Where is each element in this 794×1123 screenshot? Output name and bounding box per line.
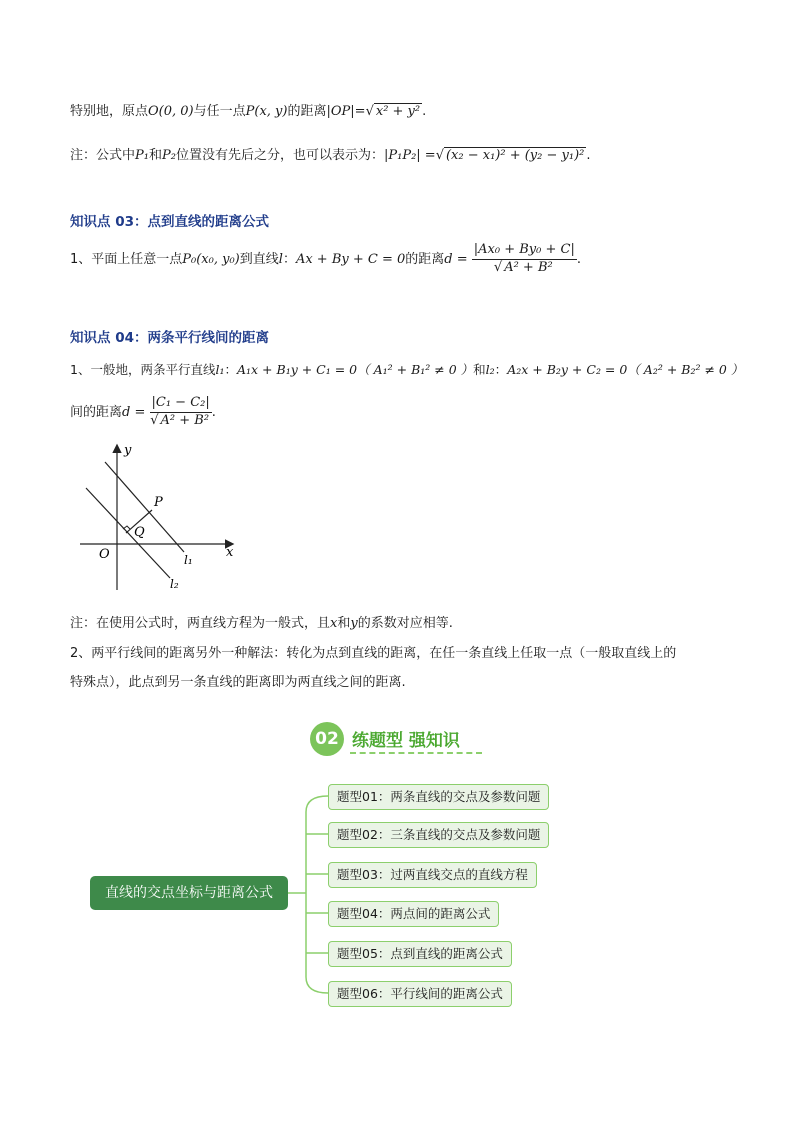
text-segment: 位置没有先后之分，也可以表示为： [175, 148, 384, 163]
math-l2: l₂ [485, 362, 495, 377]
label-l2: l₂ [170, 577, 179, 591]
math-eq1: A₁x + B₁y + C₁ = 0 [237, 362, 358, 377]
alternative-method-line1: 2、两平行线间的距离另外一种解法：转化为点到直线的距离，在任一条直线上任取一点（一般取直线上的 [70, 646, 677, 661]
parallel-lines-text [70, 360, 743, 378]
fraction-denominator: A² + B² [504, 259, 553, 275]
text-segment: 到直线 [239, 251, 279, 267]
text-segment: 特别地，原点 [70, 104, 149, 119]
math-x: x [330, 616, 338, 631]
text-segment: ： [494, 362, 508, 377]
mindmap-topic-01: 题型01：两条直线的交点及参数问题 [328, 784, 549, 810]
section-underline [350, 752, 482, 754]
math-p2: P₂ [162, 148, 176, 163]
math-formula-lhs: |P₁P₂| = [383, 148, 436, 163]
section-title: 练题型 强知识 [352, 731, 460, 751]
text-segment: 的距离 [405, 251, 445, 267]
math-origin: O(0, 0) [148, 104, 194, 119]
section-number-badge: 02 [310, 722, 344, 756]
parallel-lines-figure [72, 440, 252, 600]
math-radicand: x² + y² [375, 104, 421, 119]
point-line-distance-text [70, 243, 581, 276]
text-segment: 注：公式中 [70, 148, 136, 163]
math-y: y [350, 616, 358, 631]
math-equation: Ax + By + C = 0 [295, 251, 406, 267]
text-segment: 的距离 [287, 104, 327, 119]
label-p: P [154, 495, 163, 510]
math-l1: l₁ [215, 362, 225, 377]
text-segment: . [586, 148, 591, 163]
note-general-form-text [70, 612, 453, 631]
text-segment: ： [224, 362, 237, 377]
fraction-numerator: |C₁ − C₂| [150, 396, 212, 413]
mindmap-topic-04: 题型04：两点间的距离公式 [328, 901, 499, 927]
text-segment: 注：在使用公式时，两直线方程为一般式，且 [70, 616, 331, 631]
math-point: P(x, y) [245, 104, 288, 119]
math-eq2: A₂x + B₂y + C₂ = 0 [507, 362, 628, 377]
label-y: y [124, 443, 132, 458]
mindmap-topic-05: 题型05：点到直线的距离公式 [328, 941, 512, 967]
math-d-eq: d = [444, 251, 468, 267]
label-o: O [99, 547, 110, 562]
connector-trunk [306, 796, 328, 993]
math-p1: P₁ [135, 148, 149, 163]
text-segment: . [211, 404, 216, 420]
text-segment: 的系数对应相等. [357, 616, 453, 631]
math-radicand: (x₂ − x₁)² + (y₂ − y₁)² [445, 148, 585, 163]
alternative-method-line2: 特殊点），此点到另一条直线的距离即为两直线之间的距离. [70, 675, 406, 690]
math-d-eq: d = [122, 404, 146, 420]
heading-knowledge-04: 知识点 04：两条平行线间的距离 [70, 330, 269, 346]
parallel-distance-formula [70, 396, 216, 429]
text-segment: . [422, 104, 427, 119]
parallel-distance-fraction: $\frac{\text{|C₁ − C₂|}}{\text{√ A² + B²}}$ [150, 395, 210, 428]
origin-distance-text: 特别地，原点O(0, 0)与任一点P(x, y)的距离|OP|=√ x² + y² . [70, 104, 427, 119]
heading-knowledge-03: 知识点 03：点到直线的距离公式 [70, 214, 269, 230]
math-point: P₀(x₀, y₀) [182, 251, 240, 267]
text-segment: 与任一点 [193, 104, 246, 119]
mindmap-topic-03: 题型03：过两直线交点的直线方程 [328, 862, 537, 888]
math-cond2: （ A₂² + B₂² ≠ 0 ） [627, 362, 744, 377]
mindmap-topic-02: 题型02：三条直线的交点及参数问题 [328, 822, 549, 848]
fraction-denominator: A² + B² [160, 412, 210, 428]
mindmap-topic-06: 题型06：平行线间的距离公式 [328, 981, 512, 1007]
text-segment: . [576, 251, 581, 267]
label-q: Q [134, 525, 145, 540]
math-formula-lhs: |OP|= [326, 104, 366, 119]
text-segment: 和 [473, 362, 486, 377]
note-order-text: 注：公式中P₁和P₂位置没有先后之分，也可以表示为：|P₁P₂| =√ (x₂ − x₁)² + (y₂ − y₁)² . [70, 148, 591, 163]
mindmap-root: 直线的交点坐标与距离公式 [90, 876, 288, 910]
fraction-numerator: |Ax₀ + By₀ + C| [472, 243, 577, 260]
distance-fraction: $\frac{\text{|Ax₀ + By₀ + C|}}{\text{√ A² + B²}}$ [473, 242, 575, 275]
math-cond1: （ A₁² + B₁² ≠ 0 ） [357, 362, 474, 377]
text-segment: 和 [337, 616, 351, 631]
math-line: l [278, 251, 283, 267]
label-x: x [226, 545, 234, 560]
text-segment: 1、一般地，两条平行直线 [70, 362, 216, 377]
text-segment: 1、平面上任意一点 [70, 251, 183, 267]
text-segment: 间的距离 [70, 404, 123, 420]
label-l1: l₁ [184, 553, 193, 567]
text-segment: 和 [148, 148, 162, 163]
right-angle-mark [123, 526, 130, 529]
text-segment: ： [282, 251, 296, 267]
